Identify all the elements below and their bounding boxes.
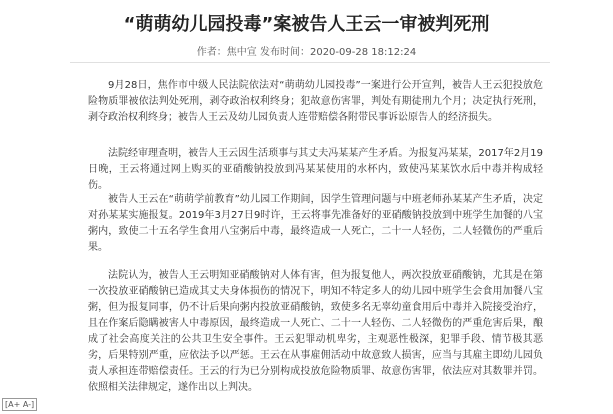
article-title: “萌萌幼儿园投毒”案被告人王云一审被判死刑	[123, 14, 490, 35]
paragraph: 法院经审理查明，被告人王云因生活琐事与其丈夫冯某某产生矛盾。为报复冯某某，2017年2月19日晚，王云将通过网上购买的亚硝酸钠投放到冯某某使用的水杯内，致使冯某某饮水后中毒并构成轻伤。	[88, 148, 543, 191]
paragraph: 被告人王云在“萌萌学前教育”幼儿园工作期间，因学生管理问题与中班老师孙某某产生矛盾，决定对孙某某实施报复。2019年3月27日9时许，王云将事先准备好的亚硝酸钠投放到中班学生加餐的八宝粥内，致使二十五名学生食用八宝粥后中毒，最终造成一人死亡，二十一人轻伤，二人轻微伤的严重后果。	[88, 194, 543, 253]
divider	[70, 62, 550, 63]
article-meta: 作者：焦中宣 发布时间：2020-09-28 18:12:24	[196, 47, 417, 58]
paragraph: 法院认为，被告人王云明知亚硝酸钠对人体有害，但为报复他人，两次投放亚硝酸钠，尤其是在第一次投放亚硝酸钠已造成其丈夫身体损伤的情况下，明知不特定多人的幼儿园中班学生会食用加餐八宝粥，但为报复同事，仍不计后果向粥内投放亚硝酸钠，致使多名无辜幼童食用后中毒并入院接受治疗，且在作案后隐瞒被害人中毒原因，最终造成一人死亡、二十一人轻伤、二人轻微伤的严重危害后果，酿成了社会高度关注的公共卫生安全事件。王云犯罪动机卑劣，主观恶性极深，犯罪手段、情节极其恶劣，后果特别严重，应依法予以严惩。王云在从事雇佣活动中故意致人损害，应当与其雇主即幼儿园负责人承担连带赔偿责任。王云的行为已分别构成投放危险物质罪、故意伤害罪，依法应对其数罪并罚。依照相关法律规定，遂作出以上判决。	[88, 270, 543, 393]
paragraph: 9月28日，焦作市中级人民法院依法对“萌萌幼儿园投毒”一案进行公开宣判，被告人王云犯投放危险物质罪被依法判处死刑，剥夺政治权利终身；犯故意伤害罪，判处有期徒刑九个月；决定执行死刑，剥夺政治权利终身；被告人王云及幼儿园负责人连带赔偿各附带民事诉讼原告人的经济损失。	[88, 80, 543, 123]
font-size-toggle-button[interactable]: [A+ A-]	[2, 398, 37, 411]
